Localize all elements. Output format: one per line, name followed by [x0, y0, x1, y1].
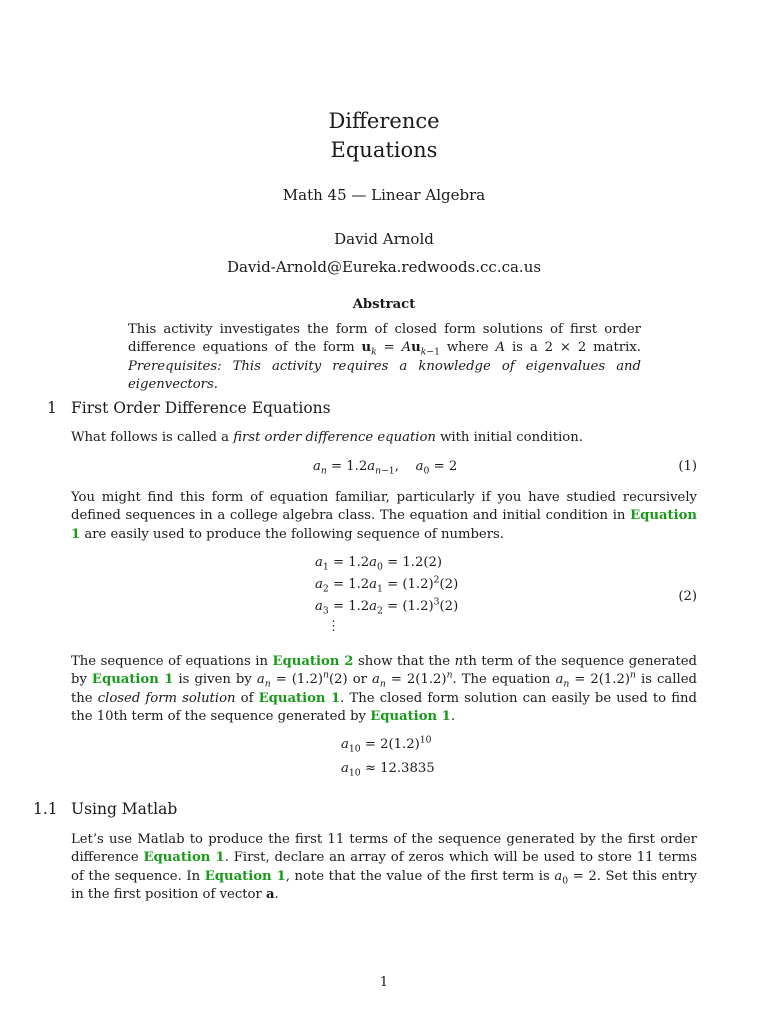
equation-1-link[interactable]: Equation 1 [370, 709, 451, 725]
subsection-title: Using Matlab [71, 800, 178, 818]
paragraph-recursive: You might find this form of equation familiar, particularly if you have studied recursively defined sequences in a college algebra class. The equation and initial condition in Equation 1 are easily used to produce the following sequence of numbers. [71, 490, 697, 542]
author-email: David-Arnold@Eureka.redwoods.cc.ca.us [226, 258, 542, 276]
course-name: Math 45 — Linear Algebra [282, 186, 486, 204]
equation-2-label: (2) [678, 589, 697, 604]
prerequisites: Prerequisites: This activity requires a knowledge of eigenvalues and eigenvectors. [128, 358, 641, 393]
page-number: 1 [379, 975, 389, 990]
title-line-2: Equations [330, 138, 438, 162]
subsection-number: 1.1 [33, 800, 58, 818]
equation-a10: $a_{10} = 2(1.2)^{10}$ $a_{10} \approx 12.3835$ [341, 734, 435, 779]
author-name: David Arnold [334, 230, 434, 248]
paragraph-closed-form: The sequence of equations in Equation 2 show that the nth term of the sequence generated by Equation 1 is given by $a_n = (1.2)^n(2)$ or $a_n = 2(1.2)^n$. The equation $a_n = 2(1.2)^n$ is called the closed form solution of Equation 1. The closed form solution can easily be used to find the 10th term of the sequence generated by Equation 1. [71, 654, 697, 725]
paragraph-matlab: Let’s use Matlab to produce the first 11 terms of the sequence generated by the first order difference Equation 1. First, declare an array of zeros which will be used to store 11 terms of the sequence. In Equation 1, note that the value of the first term is $a_0 = 2$. Set this entry in the first position of vector a. [71, 832, 697, 903]
section-number: 1 [47, 399, 57, 417]
abstract-heading: Abstract [352, 297, 416, 312]
paper-title [0, 107, 768, 165]
equation-2: $a_1 = 1.2a_0 = 1.2(2)$ $a_2 = 1.2a_1 = (1.2)^2(2)$ $a_3 = 1.2a_2 = (1.2)^3(2)$ ⋮ [315, 555, 459, 634]
equation-2-link[interactable]: Equation 2 [272, 654, 354, 669]
equation-1-link[interactable]: Equation 1 [71, 508, 697, 542]
title-line-1: Difference [328, 109, 440, 133]
section-title: First Order Difference Equations [71, 399, 331, 417]
abstract-text: This activity investigates the form of closed form solutions of first order difference equations of the form $u_k = Au_{k-1}$ where A is a 2 × 2 matrix. Prerequisites: This activity requires a knowledge of eigenvalues and eigenvectors. [128, 322, 641, 393]
equation-1-link[interactable]: Equation 1 [91, 672, 174, 688]
equation-1: $a_n = 1.2a_{n-1}$, $a_0 = 2$ [313, 459, 458, 477]
equation-1-label: (1) [678, 459, 697, 474]
section-intro: What follows is called a first order difference equation with initial condition. [71, 430, 583, 445]
equation-1-link[interactable]: Equation 1 [143, 850, 225, 866]
equation-1-link[interactable]: Equation 1 [204, 868, 286, 884]
equation-1-link[interactable]: Equation 1 [258, 690, 341, 706]
